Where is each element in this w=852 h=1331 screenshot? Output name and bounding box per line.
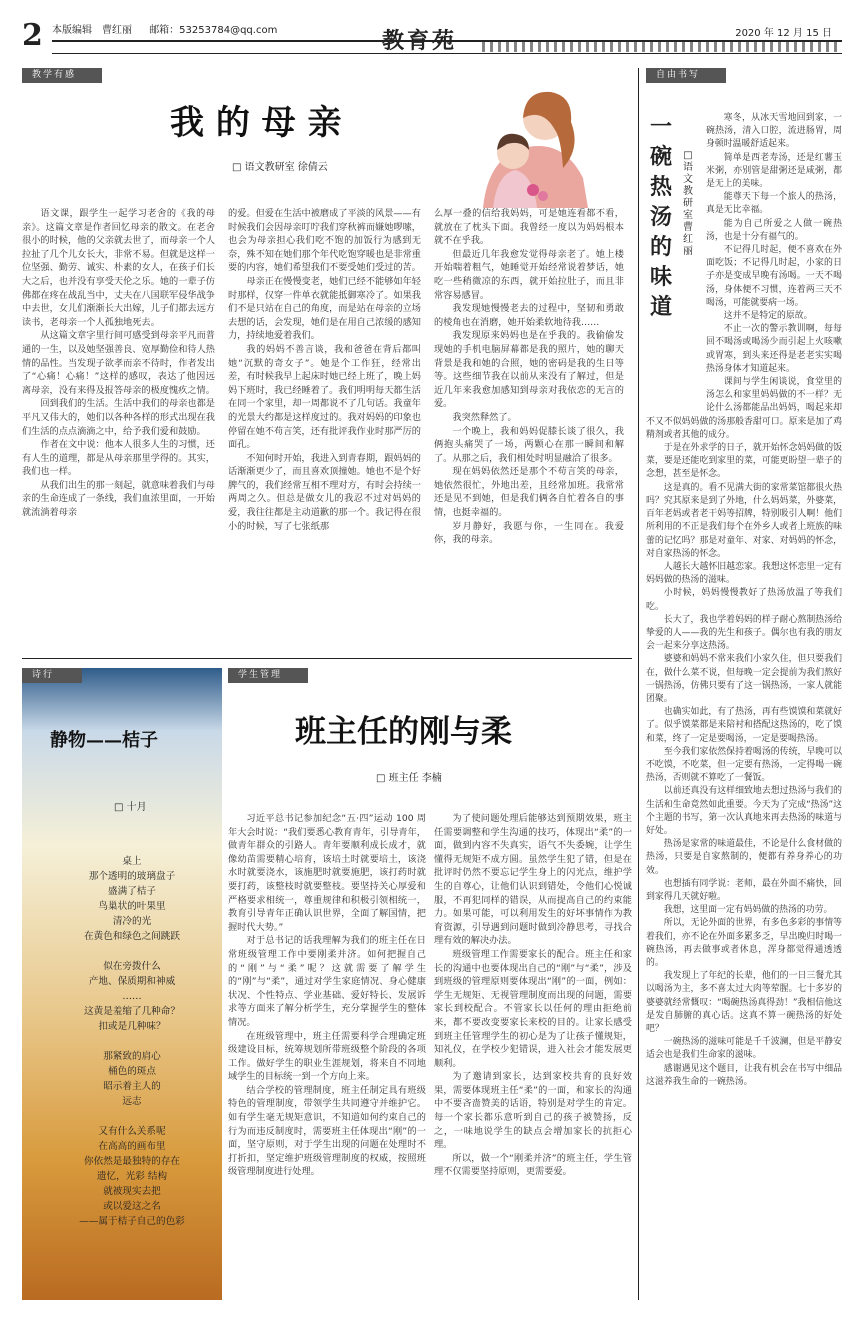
poem-line: 产地、保质期和神威 [88, 976, 176, 987]
paragraph: 以前还真没有这样细致地去想过热汤与我们的生活和生命竟然如此重要。今天为了完成“热汤”这个主题的书写，第一次认真地来再去热汤的味道与好处。 [646, 786, 842, 836]
article1-column-2 [228, 207, 421, 652]
poem-line: 在高高的画布里 [98, 1141, 166, 1152]
article1-byline: □ 语文教研室 徐倩云 [232, 162, 328, 173]
editor-email: 邮箱：53253784@qq.com [149, 25, 278, 36]
issue-date: 2020 年 12 月 15 日 [735, 28, 832, 39]
paragraph: 至今我们家依然保持着喝汤的传统，早晚可以不吃馍，不吃菜，但一定要有热汤，一定得喝一碗热汤，否则就不算吃了一餐饭。 [646, 746, 842, 784]
paragraph: 婆婆和妈妈不常来我们小家久住，但只要我们在，做什么菜不说，但每晚一定会提前为我们熬好一锅热汤，仿佛只要有了这一锅热汤，一家人就能团聚。 [646, 654, 842, 704]
paragraph: 么厚一叠的信给我妈妈，可是她连看都不看，就放在了枕头下面。我曾经一度以为妈妈根本就不在乎我。 [434, 208, 624, 247]
paragraph: 为了使问题处理后能够达到预期效果，班主任需要调整和学生沟通的技巧，体现出“柔”的一面，做到内容不失真实，语气不失委婉，让学生懂得无规矩不成方圆。虽然学生犯了错，但是在批评时仍然不要忘记学生身上的闪光点，维护学生的自尊心，让他们认识到错处，令他们心悦诚服，不再犯同样的错误，从而提高自己的约束能力。如果可能，可以利用发生的好坏事情作为教育资源，引导遇到问题时做到冷静思考，寻找合理有效的解决办法。 [434, 813, 632, 947]
column-divider [638, 68, 639, 1300]
paragraph: 这是真的。看不见满大街的家常菜馆都很火热吗？究其原来是到了外地，什么妈妈菜，外婆菜，百年老妈或者老干妈等招牌，特别吸引人啊！他们所利用的不正是我们每个在外乡人或者上班族的味蕾的记忆吗？那是对童年、对家、对妈妈的怀念，对自家热汤的怀念。 [646, 482, 842, 559]
paragraph: 从这篇文章字里行间可感受到母亲平凡而普通的一生，以及她坚强善良、宽厚勤俭和待人热情的品性。当发现子欲孝而亲不待时，作者发出了“心痛！心痛！”这样的感叹，表达了他因远离母亲，没有来得及报答母亲的极度愧疚之情。 [22, 330, 215, 396]
paragraph: 母亲正在慢慢变老，她们已经不能够如年轻时那样，仅穿一件单衣就能抵御寒冷了。如果我们不是只站在自己的角度，而是站在母亲的立场去想的话，会发现，她们是在用自己浓缓的感知力，持续地爱着我们。 [228, 275, 421, 342]
poem-title: 静物——桔子 [50, 730, 158, 751]
paragraph: 我发现上了年纪的长辈，他们的一日三餐尤其以喝汤为主，多不喜太过大肉等荤腥。七十多岁的婆婆就经常慨叹：“喝碗热汤真得劲！”我相信他这是发自肺腑的真心话。这真不算一碗热汤的好处吧？ [646, 971, 842, 1035]
paragraph: 班级管理工作需要家长的配合。班主任和家长的沟通中也要体现出自己的“刚”与“柔”，涉及到班级的管理原则要体现出“刚”的一面，例如：学生无规矩、无视管理制度而出现的问题，需要家长到校配合。不管家长以任何的理由拒绝前来，都不要改变要家长来校的目的。让家长感受到班主任管理学生的初心是为了让孩子懂规矩，知礼仪，在学校少犯错误，进入社会才能发展更顺利。 [434, 948, 632, 1069]
article2-byline: □ 班主任 李楠 [376, 773, 442, 784]
paragraph: 长大了，我也学着妈妈的样子耐心熬制热汤给挚爱的人——我的先生和孩子。偶尔也有我的朋友会一起来分享这热汤。 [646, 614, 842, 652]
paragraph: 也想插有同学说：老师，最在外面不痛快，回到家得几天就好啦。 [646, 878, 842, 902]
poem-line: ——属于桔子自己的色彩 [79, 1216, 185, 1227]
paragraph: 寒冬，从冰天雪地回到家，一碗热汤，清入口腔，流进肠胃，周身顿时温暖舒适起来。 [706, 113, 842, 150]
poem-line: 似在旁拨什么 [103, 961, 161, 972]
mother-daughter-illustration [463, 78, 598, 208]
paragraph: 能尊天下每一个旅人的热汤，真是无比幸福。 [706, 192, 842, 216]
article1-column-1 [22, 207, 215, 652]
article3-byline: □ 语文教研室 曹红丽 [683, 150, 693, 257]
paragraph: 我发现原来妈妈也是在乎我的。我偷偷发现她的手机电脑屏幕都是我的照片，她的聊天背景是我和她的合照，她的密码是我的生日等等。这些细节我在以前从来没有了解过，但是近几年来我愈加感知到母亲对我依恋的无言的爱。 [434, 330, 624, 410]
paragraph: 的爱。但爱在生活中被磨成了平淡的风景——有时候我们会因母亲叮咛我们穿秋裤而嫌她啰嗦，也会为母亲担心我们吃不饱的加饭行为感到无奈，殊不知在她们那个年代吃饱穿暖也是非常重要的内容，她们希望我们不要受她们受过的苦。 [228, 208, 421, 274]
editor-info [52, 24, 277, 38]
paragraph: 不止一次的警示教训啊，每每回不喝汤或喝汤少而引起上火咳嗽或胃寒，到头来还得是老老实实喝热汤身体才知道起来。 [706, 324, 842, 374]
paragraph: 习近平总书记参加纪念“五·四”运动 100 周年大会时说：“我们要悉心教育青年，引导青年，做青年群众的引路人。青年要顺利成长成才，就像幼苗需要精心培育，该培土时就要培土，该浇水时就要浇水，该施肥时就要施肥，该打药时就要打药，该整枝时就要整枝。要坚持关心厚爱和严格要求相统一，尊重规律和积极引领相统一，教育引导青年正确认识世界，全面了解国情，把握时代大势。” [228, 813, 426, 933]
poem-line: 那紧致的肩心 [103, 1051, 161, 1062]
article1-tag: 教学有感 [22, 68, 102, 83]
paragraph: 这并不是特定的原故。 [723, 311, 813, 322]
poem-line: 鸟巢状的叶果里 [98, 901, 166, 912]
paragraph: 不知何时开始，我进入到青春期，跟妈妈的话渐渐更少了，而且喜欢顶撞她。她也不是个好脾气的，我们经常互相不理对方，有时会持续一两周之久。但总是做女儿的我忍不过对妈妈的爱，我往往都是主动道歉的那一个。我记得在很小的时候，写了七张纸那 [228, 452, 421, 532]
article3-title: 一碗热汤的味道 [649, 114, 672, 320]
paragraph: 课间与学生闲谈说，食堂里的汤怎么和家里妈妈做的不一样？无论什么汤都能品出妈妈，喝起来却不又不似妈妈做的汤那般香甜可口。原来是加了鸡精剂或者其他的成分。 [646, 377, 842, 440]
paragraph: 结合学校的管理制度，班主任制定具有班级特色的管理制度，带领学生共同遵守并维护它。如有学生毫无规矩意识，不知道如何约束自己的行为而违反制度时，需要班主任体现出“刚”的一面，坚守原则，对于学生出现的问题在处理时不打折扣，坚定维护班级管理制度的权威，按照班级管理制度进行处理。 [228, 1084, 426, 1178]
paragraph: 不记得几时起，便不喜欢在外面吃饭；不记得几时起，小家的日子亦是变成早晚有汤喝。一天不喝汤，身体便不习惯，连着两三天不喝汤，可能就要病一场。 [706, 245, 842, 308]
paragraph: 也确实如此，有了热汤，再有些馍馍和菜就好了。似乎馍菜都是来陪衬和搭配这热汤的，吃了馍和菜，终了一定是要喝汤，一定是要喝热汤。 [646, 707, 842, 744]
header-ornament [482, 42, 842, 52]
title-float [646, 112, 706, 412]
poem-line [52, 1109, 212, 1124]
paragraph: 我的妈妈不善言谈，我和爸爸在背后都叫她“沉默的奇女子”。她是个工作狂，经常出差，有时候我早上起床时她已经上班了，晚上妈妈下班时，我已经睡着了。我们明明每天都生活在同一个家里，却一周都说不了几句话。我童年的光景大约都是这样度过的。我对妈妈的印象也停留在她不苟言笑，还有批评我作业时那严厉的面孔。 [228, 343, 421, 451]
article3-tag: 自由书写 [646, 68, 726, 83]
article3-column [646, 112, 842, 1302]
poem-line: 扣或是几种味？ [98, 1021, 166, 1032]
poem-line: 清冷的光 [112, 916, 152, 927]
poem-line: 或以爱这之名 [103, 1201, 161, 1212]
paragraph: 我发现她慢慢老去的过程中，坚韧和勇敢的棱角也在消磨，她开始柔软地待我…… [434, 303, 624, 328]
poem-lines [52, 854, 212, 1229]
paragraph: 一个晚上，我和妈妈促膝长谈了很久，我俩抱头痛哭了一场，两颗心在那一瞬间和解了。从那之后，我们相处时明显融洽了很多。 [434, 425, 624, 464]
poem-panel [22, 668, 222, 1300]
poem-author: □ 十月 [114, 802, 147, 813]
paragraph: 我突然释然了。 [452, 411, 517, 423]
paragraph: 语文课，跟学生一起学习老舍的《我的母亲》。这篇文章是作者回忆母亲的散文。在老舍很小的时候，他的父亲就去世了，而母亲一个人拉扯了几个儿女长大，非常不易。但就是这样一位坚强、勤劳、诚实、朴素的女人，在孩子们长大之后，也并没有享受天伦之乐。她的一辈子仿佛都在疼在战乱当中，丈夫在八国联军侵华战争中去世，女儿们渐渐长大出嫁，儿子们都去远方读书，老母亲一个人孤独地死去。 [22, 208, 215, 328]
poem-tag: 诗行 [22, 668, 82, 683]
editor-name: 本版编辑 曹红丽 [52, 25, 132, 36]
page-number: 2 [22, 18, 43, 53]
poem-line [52, 1034, 212, 1049]
paragraph: 为了邀请到家长，达到家校共育的良好效果，需要体现班主任“柔”的一面，和家长的沟通中不要吝啬赞美的话语，特别是对学生的肯定。每一个家长都乐意听到自己的孩子被赞扬，反之，一味地说学生的缺点会增加家长的抗拒心理。 [434, 1071, 632, 1151]
paragraph: 小时候，妈妈慢慢教好了热汤放温了等我们吃。 [646, 588, 842, 612]
paragraph: 在班级管理中，班主任需要科学合理确定班级建设目标，统筹规划所带班级整个阶段的各项工作。做好学生的职业生涯规划，将来自不同地域学生的目标统一到一个方向上来。 [228, 1030, 426, 1083]
poem-line: 昭示着主人的 [103, 1081, 161, 1092]
article2-title: 班主任的刚与柔 [295, 714, 512, 750]
poem-line: …… [122, 991, 142, 1002]
poem-line: 在黄色和绿色之间跳跃 [84, 931, 180, 942]
paragraph: 热汤是家常的味道最佳，不论是什么食材做的热汤，只要是自家熬制的，便都有养身养心的功效。 [646, 839, 842, 876]
poem-line [52, 944, 212, 959]
poem-line: 又有什么关系呢 [98, 1126, 166, 1137]
poem-line: 你依然是最独特的存在 [84, 1156, 180, 1167]
poem-line: 远志 [122, 1096, 142, 1107]
paragraph: 所以，做一个“刚柔并济”的班主任，学生管理不仅需要坚持原则，更需要爱。 [434, 1152, 632, 1178]
poem-line: 这黄是羞缩了几种命？ [84, 1006, 180, 1017]
poem-line: 桶色的斑点 [108, 1066, 156, 1077]
article2-column-1 [228, 812, 426, 1302]
paragraph: 现在妈妈依然还是那个不苟言笑的母亲，她依然很忙，外地出差，且经常加班。我常常还是见不到她，但是我们俩各自忙着各自的事情，也挺幸福的。 [434, 466, 624, 519]
section-title: 教育苑 [382, 28, 458, 54]
paragraph: 从我们出生的那一刻起，就意味着我们与母亲的生命连成了一条线，我们血浓里面，一开始就流淌着母亲 [22, 479, 215, 519]
paragraph: 于是在外求学的日子，就开始怀念妈妈做的饭菜，要是还能吃到家里的菜，可能更盼望一辈子的念想，甚至是怀念。 [646, 443, 842, 480]
paragraph: 人越长大越怀旧越恋家。我想这怀恋里一定有妈妈做的热汤的滋味。 [646, 561, 842, 586]
poem-line: 那个透明的玻璃盘子 [88, 871, 176, 882]
paragraph: 所以，无论外面的世界，有多色多彩的事情等着我们，亦不论在外面多累多乏，早出晚归时喝一碗热汤，再去做事或者休息，浑身都觉得通透透的。 [646, 918, 842, 968]
paragraph: 能为自己所爱之人做一碗热汤，也是十分有福气的。 [706, 218, 842, 242]
poem-line: 桌上 [122, 856, 142, 867]
paragraph: 作者在文中说：他本人很多人生的习惯，还有人生的道理，都是从母亲那里学得的。其实，我们也一样。 [22, 439, 215, 478]
paragraph: 感谢遇见这个题目，让我有机会在书写中细品这滋养我生命的一碗热汤。 [646, 1063, 842, 1087]
paragraph: 岁月静好，我愿与你，一生同在。我爱你，我的母亲。 [434, 520, 624, 546]
page-header [22, 18, 842, 60]
article1-title: 我 的 母 亲 [170, 103, 342, 143]
paragraph: 对于总书记的话我理解为我们的班主任在日常班级管理工作中要刚柔并济。如何把握自己的“刚”与“柔”呢？这就需要了解学生的“刚”与“柔”，通过对学生家庭情况、身心健康状况、个性特点、学业基础、爱好特长、发展诉求等方面来了解分析学生，充分掌握学生的整体情况。 [228, 935, 426, 1028]
article2-column-2 [434, 812, 632, 1302]
paragraph: 一碗热汤的滋味可能是千千波澜，但是平静安适会也是我们生命家的滋味。 [646, 1037, 842, 1061]
article1-column-3 [434, 207, 624, 652]
poem-line: 遗忆，光彩 结构 [96, 1171, 168, 1182]
paragraph: 我想，这里面一定有妈妈做的热汤的功劳。 [663, 905, 833, 916]
paragraph: 回到我们的生活。生活中我们的母亲也都是平凡又伟大的，她们以各种各样的形式出现在我们生活的点点滴滴之中，给予我们爱和鼓励。 [22, 398, 215, 437]
divider [22, 658, 632, 659]
poem-line: 盛满了桔子 [108, 886, 156, 897]
paragraph: 但最近几年我愈发觉得母亲老了。她上楼开始喘着粗气，她睡觉开始经常说着梦话，她吃一些稍微凉的东西，就开始拉肚子，而且非常容易感冒。 [434, 248, 624, 301]
paragraph: 简单是西老寿汤，还是红薯玉米粥，亦别管是甜粥还是咸粥，都是无上的美味。 [706, 152, 842, 190]
poem-line: 就被现实去把 [103, 1186, 161, 1197]
article2-tag: 学生管理 [228, 668, 308, 683]
